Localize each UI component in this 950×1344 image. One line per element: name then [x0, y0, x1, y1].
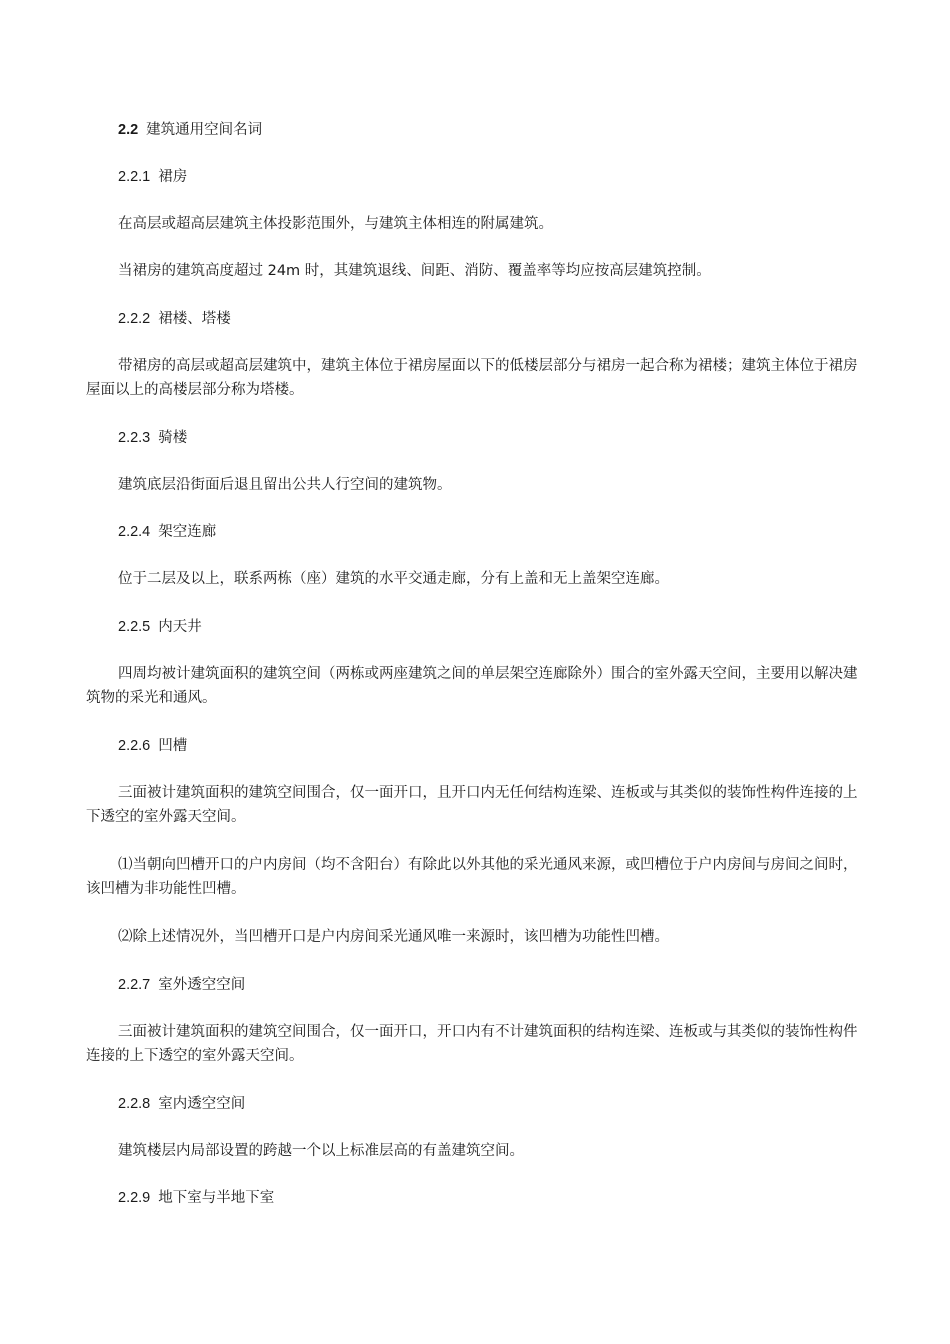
section-title: 室外透空空间 — [158, 977, 246, 993]
paragraph: 四周均被计建筑面积的建筑空间（两栋或两座建筑之间的单层架空连廊除外）围合的室外露天空间，主要用以解决建筑物的采光和通风。 — [86, 666, 858, 706]
paragraph: 建筑底层沿街面后退且留出公共人行空间的建筑物。 — [118, 477, 452, 493]
section-heading-2-2-3 — [118, 426, 866, 450]
paragraph: 在高层或超高层建筑主体投影范围外，与建筑主体相连的附属建筑。 — [118, 216, 553, 232]
paragraph: 建筑楼层内局部设置的跨越一个以上标准层高的有盖建筑空间。 — [118, 1143, 524, 1159]
section-title: 架空连廊 — [158, 524, 217, 540]
section-title: 室内透空空间 — [158, 1096, 246, 1112]
section-number: 2.2.7 — [118, 977, 151, 993]
section-number: 2.2.4 — [118, 524, 151, 540]
section-heading-2-2-7 — [118, 973, 866, 997]
section-number: 2.2.1 — [118, 169, 151, 185]
section-heading-2-2 — [118, 118, 866, 142]
section-title: 建筑通用空间名词 — [146, 122, 263, 138]
section-heading-2-2-1 — [118, 165, 866, 189]
section-title: 凹槽 — [158, 738, 188, 754]
paragraph: 三面被计建筑面积的建筑空间围合，仅一面开口，开口内有不计建筑面积的结构连梁、连板或与其类似的装饰性构件连接的上下透空的室外露天空间。 — [86, 1024, 858, 1064]
section-title: 裙楼、塔楼 — [158, 311, 231, 327]
section-number: 2.2.3 — [118, 430, 151, 446]
section-number: 2.2.6 — [118, 738, 151, 754]
section-heading-2-2-4 — [118, 520, 866, 544]
paragraph: 当裙房的建筑高度超过 24m 时，其建筑退线、间距、消防、覆盖率等均应按高层建筑控制。 — [118, 263, 711, 279]
section-title: 骑楼 — [158, 430, 188, 446]
section-heading-2-2-5 — [118, 615, 866, 639]
paragraph: 位于二层及以上，联系两栋（座）建筑的水平交通走廊，分有上盖和无上盖架空连廊。 — [118, 571, 669, 587]
section-heading-2-2-6 — [118, 734, 866, 758]
section-heading-2-2-9 — [118, 1186, 866, 1210]
section-heading-2-2-2 — [118, 307, 866, 331]
section-number: 2.2.2 — [118, 311, 151, 327]
section-title: 裙房 — [158, 169, 188, 185]
paragraph: 三面被计建筑面积的建筑空间围合，仅一面开口，且开口内无任何结构连梁、连板或与其类似的装饰性构件连接的上下透空的室外露天空间。 — [86, 785, 858, 825]
section-number: 2.2 — [118, 122, 139, 138]
paragraph: 带裙房的高层或超高层建筑中，建筑主体位于裙房屋面以下的低楼层部分与裙房一起合称为裙楼；建筑主体位于裙房屋面以上的高楼层部分称为塔楼。 — [86, 358, 858, 398]
paragraph: ⑴当朝向凹槽开口的户内房间（均不含阳台）有除此以外其他的采光通风来源，或凹槽位于户内房间与房间之间时，该凹槽为非功能性凹槽。 — [86, 857, 858, 897]
section-number: 2.2.9 — [118, 1190, 151, 1206]
section-title: 地下室与半地下室 — [158, 1190, 275, 1206]
section-heading-2-2-8 — [118, 1092, 866, 1116]
paragraph: ⑵除上述情况外，当凹槽开口是户内房间采光通风唯一来源时，该凹槽为功能性凹槽。 — [118, 929, 669, 945]
section-title: 内天井 — [158, 619, 202, 635]
section-number: 2.2.5 — [118, 619, 151, 635]
section-number: 2.2.8 — [118, 1096, 151, 1112]
